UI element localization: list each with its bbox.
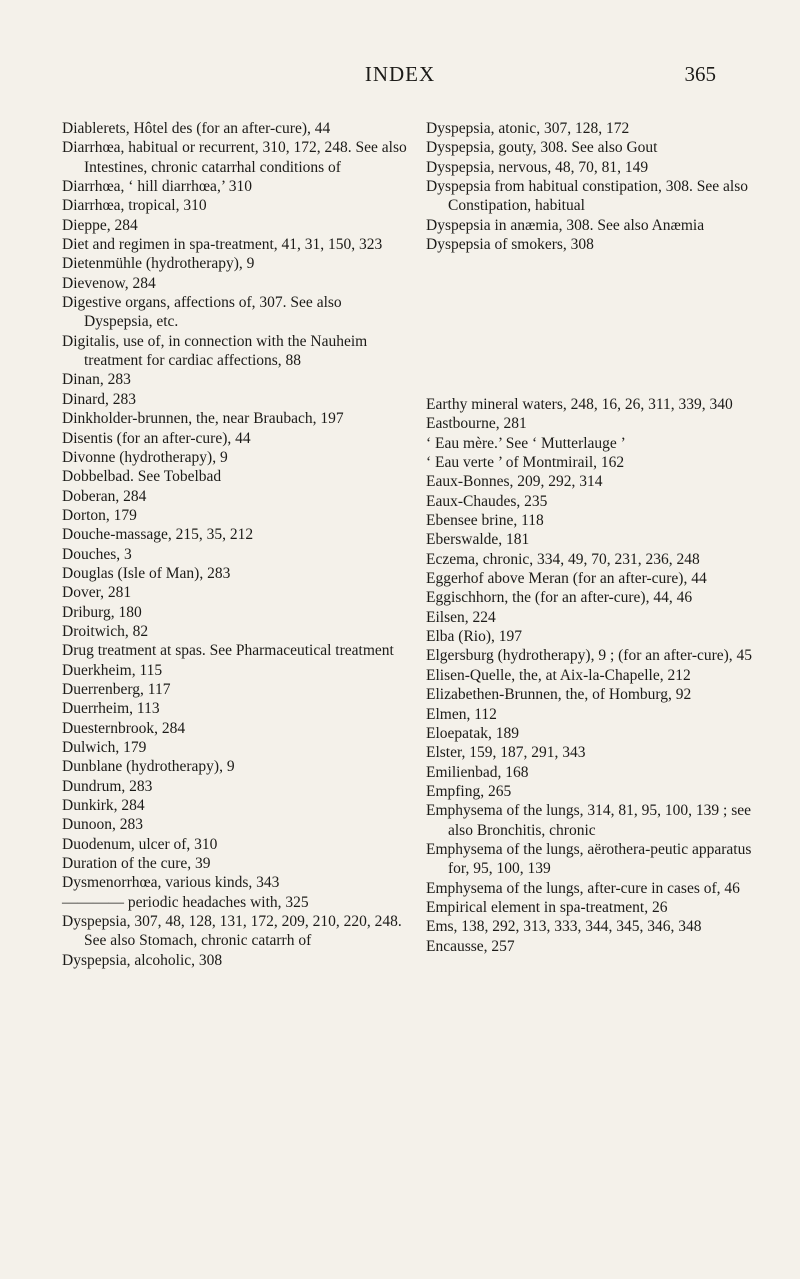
page-number: 365 bbox=[684, 62, 716, 86]
index-entry: Diet and regimen in spa-treatment, 41, 31, 150, 323 bbox=[62, 236, 383, 254]
index-entry: ———— periodic headaches with, 325 bbox=[62, 893, 309, 911]
index-entry: Eczema, chronic, 334, 49, 70, 231, 236, 248 bbox=[426, 550, 700, 568]
index-entry: Ems, 138, 292, 313, 333, 344, 345, 346, 348 bbox=[426, 918, 702, 936]
index-entry: Elmen, 112 bbox=[426, 705, 497, 723]
index-entry: Elster, 159, 187, 291, 343 bbox=[426, 744, 586, 762]
page-title: INDEX bbox=[364, 62, 436, 86]
index-entry: Dobbelbad. See Tobelbad bbox=[62, 468, 222, 486]
index-entry: Digestive organs, affections of, 307. See also Dyspepsia, etc. bbox=[62, 294, 342, 331]
right-column-top bbox=[426, 119, 771, 254]
left-column bbox=[62, 119, 412, 970]
index-entry: Duerrenberg, 117 bbox=[62, 680, 171, 698]
index-entry: Dieppe, 284 bbox=[62, 216, 138, 234]
index-entry: ‘ Eau mère.’ See ‘ Mutterlauge ’ bbox=[426, 434, 626, 452]
index-entry: Emphysema of the lungs, 314, 81, 95, 100, 139 ; see also Bronchitis, chronic bbox=[426, 802, 752, 839]
index-entry: Dyspepsia, atonic, 307, 128, 172 bbox=[426, 120, 630, 137]
index-entry: Dyspepsia, nervous, 48, 70, 81, 149 bbox=[426, 158, 649, 176]
index-entry: Elizabethen-Brunnen, the, of Homburg, 92 bbox=[426, 686, 692, 704]
index-entry: Diarrhœa, tropical, 310 bbox=[62, 197, 207, 215]
index-entry: Douche-massage, 215, 35, 212 bbox=[62, 526, 254, 544]
index-entry: Eastbourne, 281 bbox=[426, 415, 527, 433]
index-entry: Eloepatak, 189 bbox=[426, 724, 519, 742]
index-entry: Dover, 281 bbox=[62, 584, 132, 602]
index-entry: Dyspepsia, alcoholic, 308 bbox=[62, 951, 223, 969]
index-entry: Douches, 3 bbox=[62, 545, 132, 563]
index-entry: Emphysema of the lungs, after-cure in cases of, 46 bbox=[426, 879, 740, 897]
index-entry: Dysmenorrhœa, various kinds, 343 bbox=[62, 874, 280, 892]
index-entry: ‘ Eau verte ’ of Montmirail, 162 bbox=[426, 454, 625, 472]
index-entry: Dulwich, 179 bbox=[62, 739, 147, 756]
index-entry: Duerrheim, 113 bbox=[62, 700, 160, 718]
index-entry: Dyspepsia, 307, 48, 128, 131, 172, 209, 210, 220, 248. See also Stomach, chronic catarrh of bbox=[62, 913, 402, 950]
index-entry: Eggischhorn, the (for an after-cure), 44, 46 bbox=[426, 589, 693, 607]
index-entry: Emilienbad, 168 bbox=[426, 763, 529, 781]
index-entry: Dyspepsia of smokers, 308 bbox=[426, 236, 594, 254]
index-entry: Dundrum, 283 bbox=[62, 777, 153, 795]
index-entry: Encausse, 257 bbox=[426, 937, 515, 955]
index-entry: Diarrhœa, ‘ hill diarrhœa,’ 310 bbox=[62, 178, 252, 196]
index-entry: Dyspepsia in anæmia, 308. See also Anæmia bbox=[426, 216, 705, 234]
index-entry: Dorton, 179 bbox=[62, 506, 137, 524]
index-entry: Eilsen, 224 bbox=[426, 608, 496, 626]
index-entry: Empfing, 265 bbox=[426, 782, 512, 800]
index-entry: Dyspepsia, gouty, 308. See also Gout bbox=[426, 139, 658, 157]
index-entry: Dunblane (hydrotherapy), 9 bbox=[62, 758, 235, 776]
index-entry: Disentis (for an after-cure), 44 bbox=[62, 429, 251, 447]
index-entry: Diablerets, Hôtel des (for an after-cure), 44 bbox=[62, 120, 331, 137]
index-entry: Eberswalde, 181 bbox=[426, 531, 530, 549]
index-entry: Dunoon, 283 bbox=[62, 816, 143, 834]
index-entry: Emphysema of the lungs, aërothera-peutic apparatus for, 95, 100, 139 bbox=[426, 840, 752, 878]
index-entry: Dinan, 283 bbox=[62, 371, 131, 389]
running-head bbox=[0, 62, 800, 86]
right-column-bottom bbox=[426, 395, 771, 956]
index-entry: Dunkirk, 284 bbox=[62, 797, 145, 815]
index-entry: Dyspepsia from habitual constipation, 308. See also Constipation, habitual bbox=[426, 178, 748, 215]
index-entry: Driburg, 180 bbox=[62, 603, 142, 621]
index-entry: Duration of the cure, 39 bbox=[62, 855, 211, 873]
index-entry: Ebensee brine, 118 bbox=[426, 512, 544, 530]
index-entry: Duerkheim, 115 bbox=[62, 661, 163, 679]
index-entry: Empirical element in spa-treatment, 26 bbox=[426, 898, 668, 916]
index-entry: Droitwich, 82 bbox=[62, 622, 149, 640]
index-entry: Digitalis, use of, in connection with the Nauheim treatment for cardiac affections, 88 bbox=[62, 332, 368, 370]
index-entry: Dinard, 283 bbox=[62, 390, 137, 408]
index-entry: Dievenow, 284 bbox=[62, 274, 156, 292]
index-entry: Douglas (Isle of Man), 283 bbox=[62, 564, 231, 582]
index-entry: Eaux-Bonnes, 209, 292, 314 bbox=[426, 473, 603, 491]
index-entry: Elisen-Quelle, the, at Aix-la-Chapelle, 212 bbox=[426, 666, 691, 684]
index-entry: Drug treatment at spas. See Pharmaceutical treatment bbox=[62, 642, 394, 660]
index-entry: Divonne (hydrotherapy), 9 bbox=[62, 448, 228, 466]
index-entry: Dinkholder-brunnen, the, near Braubach, 197 bbox=[62, 410, 344, 428]
index-entry: Doberan, 284 bbox=[62, 487, 147, 505]
index-entry: Earthy mineral waters, 248, 16, 26, 311, 339, 340 bbox=[426, 396, 733, 413]
index-entry: Dietenmühle (hydrotherapy), 9 bbox=[62, 255, 255, 273]
index-entry: Elgersburg (hydrotherapy), 9 ; (for an after-cure), 45 bbox=[426, 647, 753, 665]
index-entry: Eaux-Chaudes, 235 bbox=[426, 492, 548, 510]
index-entry: Duodenum, ulcer of, 310 bbox=[62, 835, 218, 853]
index-entry: Diarrhœa, habitual or recurrent, 310, 172, 248. See also Intestines, chronic catarrhal conditions of bbox=[62, 139, 407, 176]
index-entry: Duesternbrook, 284 bbox=[62, 719, 186, 737]
index-entry: Eggerhof above Meran (for an after-cure), 44 bbox=[426, 570, 707, 588]
index-entry: Elba (Rio), 197 bbox=[426, 628, 522, 646]
